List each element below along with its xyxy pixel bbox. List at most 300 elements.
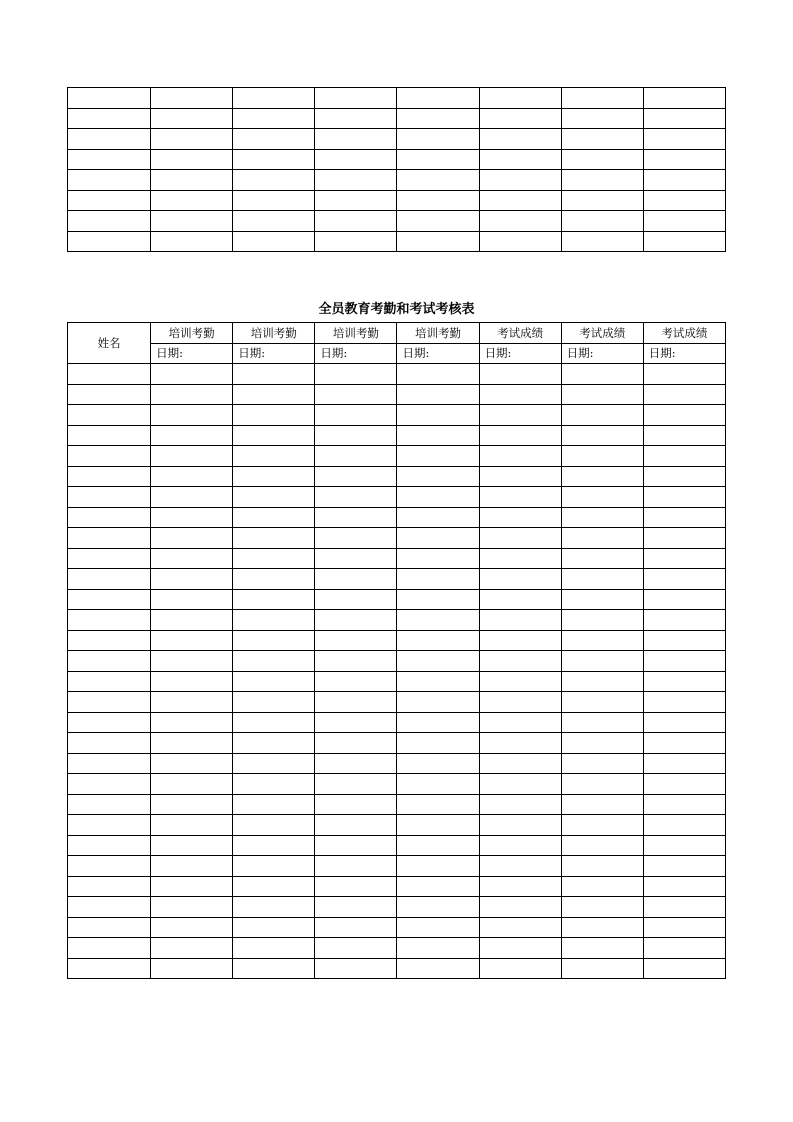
table-cell[interactable] (479, 190, 561, 211)
table-cell[interactable] (397, 938, 479, 959)
name-cell-empty[interactable] (68, 384, 151, 405)
table-cell[interactable] (315, 876, 397, 897)
table-cell[interactable] (233, 446, 315, 467)
table-cell[interactable] (151, 231, 233, 252)
table-cell[interactable] (315, 548, 397, 569)
table-cell[interactable] (561, 149, 643, 170)
name-cell-empty[interactable] (68, 815, 151, 836)
table-cell[interactable] (233, 149, 315, 170)
table-cell[interactable] (397, 651, 479, 672)
table-cell[interactable] (151, 364, 233, 385)
table-cell[interactable] (151, 692, 233, 713)
name-cell-empty[interactable] (68, 692, 151, 713)
table-cell[interactable] (397, 835, 479, 856)
table-cell[interactable] (643, 753, 725, 774)
table-cell[interactable] (233, 589, 315, 610)
table-cell[interactable] (397, 569, 479, 590)
table-cell[interactable] (561, 211, 643, 232)
table-cell[interactable] (643, 774, 725, 795)
table-cell[interactable] (479, 548, 561, 569)
table-cell[interactable] (397, 405, 479, 426)
table-cell[interactable] (561, 835, 643, 856)
table-cell[interactable] (151, 774, 233, 795)
table-cell[interactable] (479, 630, 561, 651)
name-cell-empty[interactable] (68, 835, 151, 856)
table-cell[interactable] (643, 507, 725, 528)
table-cell[interactable] (479, 794, 561, 815)
table-cell[interactable] (643, 815, 725, 836)
table-cell[interactable] (479, 774, 561, 795)
table-cell[interactable] (233, 651, 315, 672)
table-cell[interactable] (151, 651, 233, 672)
table-cell[interactable] (151, 815, 233, 836)
table-cell[interactable] (233, 364, 315, 385)
table-cell[interactable] (315, 774, 397, 795)
table-cell[interactable] (233, 231, 315, 252)
table-cell[interactable] (233, 794, 315, 815)
table-cell[interactable] (643, 917, 725, 938)
table-cell[interactable] (643, 897, 725, 918)
table-cell[interactable] (233, 466, 315, 487)
table-cell[interactable] (479, 569, 561, 590)
table-cell[interactable] (315, 446, 397, 467)
table-cell[interactable] (397, 589, 479, 610)
name-cell-empty[interactable] (68, 897, 151, 918)
table-cell[interactable] (397, 149, 479, 170)
table-cell[interactable] (315, 733, 397, 754)
table-cell[interactable] (561, 384, 643, 405)
table-cell[interactable] (151, 405, 233, 426)
date-field[interactable]: 日期: (561, 343, 643, 364)
table-cell[interactable] (479, 589, 561, 610)
table-cell[interactable] (397, 231, 479, 252)
table-cell[interactable] (397, 815, 479, 836)
table-cell[interactable] (315, 569, 397, 590)
table-cell[interactable] (151, 569, 233, 590)
table-cell[interactable] (397, 712, 479, 733)
table-cell[interactable] (151, 589, 233, 610)
table-cell[interactable] (315, 88, 397, 109)
table-cell[interactable] (561, 856, 643, 877)
table-cell[interactable] (233, 917, 315, 938)
table-cell[interactable] (643, 835, 725, 856)
table-cell[interactable] (643, 129, 725, 150)
table-cell[interactable] (397, 692, 479, 713)
name-cell-empty[interactable] (68, 231, 151, 252)
table-cell[interactable] (315, 610, 397, 631)
table-cell[interactable] (151, 856, 233, 877)
table-cell[interactable] (561, 917, 643, 938)
table-cell[interactable] (233, 753, 315, 774)
table-cell[interactable] (315, 958, 397, 979)
table-cell[interactable] (151, 876, 233, 897)
table-cell[interactable] (233, 384, 315, 405)
table-cell[interactable] (233, 733, 315, 754)
table-cell[interactable] (643, 149, 725, 170)
name-cell-empty[interactable] (68, 569, 151, 590)
name-cell-empty[interactable] (68, 528, 151, 549)
table-cell[interactable] (397, 364, 479, 385)
table-cell[interactable] (479, 129, 561, 150)
table-cell[interactable] (397, 88, 479, 109)
table-cell[interactable] (561, 753, 643, 774)
date-field[interactable]: 日期: (397, 343, 479, 364)
name-cell-empty[interactable] (68, 129, 151, 150)
table-cell[interactable] (315, 507, 397, 528)
table-cell[interactable] (233, 108, 315, 129)
table-cell[interactable] (151, 88, 233, 109)
table-cell[interactable] (561, 548, 643, 569)
table-cell[interactable] (397, 733, 479, 754)
table-cell[interactable] (233, 507, 315, 528)
table-cell[interactable] (643, 671, 725, 692)
name-cell-empty[interactable] (68, 548, 151, 569)
date-field[interactable]: 日期: (315, 343, 397, 364)
table-cell[interactable] (397, 856, 479, 877)
table-cell[interactable] (151, 528, 233, 549)
table-cell[interactable] (397, 774, 479, 795)
table-cell[interactable] (233, 938, 315, 959)
table-cell[interactable] (397, 466, 479, 487)
table-cell[interactable] (479, 712, 561, 733)
table-cell[interactable] (397, 958, 479, 979)
table-cell[interactable] (315, 917, 397, 938)
table-cell[interactable] (643, 466, 725, 487)
name-cell-empty[interactable] (68, 958, 151, 979)
table-cell[interactable] (397, 446, 479, 467)
table-cell[interactable] (479, 917, 561, 938)
table-cell[interactable] (479, 815, 561, 836)
table-cell[interactable] (561, 507, 643, 528)
table-cell[interactable] (561, 958, 643, 979)
table-cell[interactable] (315, 938, 397, 959)
table-cell[interactable] (151, 425, 233, 446)
table-cell[interactable] (479, 466, 561, 487)
table-cell[interactable] (643, 876, 725, 897)
table-cell[interactable] (151, 466, 233, 487)
name-cell-empty[interactable] (68, 938, 151, 959)
table-cell[interactable] (151, 149, 233, 170)
table-cell[interactable] (233, 692, 315, 713)
table-cell[interactable] (315, 651, 397, 672)
table-cell[interactable] (315, 794, 397, 815)
table-cell[interactable] (479, 149, 561, 170)
date-field[interactable]: 日期: (233, 343, 315, 364)
table-cell[interactable] (233, 712, 315, 733)
table-cell[interactable] (233, 88, 315, 109)
table-cell[interactable] (397, 876, 479, 897)
table-cell[interactable] (397, 917, 479, 938)
table-cell[interactable] (561, 129, 643, 150)
table-cell[interactable] (151, 610, 233, 631)
table-cell[interactable] (561, 425, 643, 446)
table-cell[interactable] (315, 692, 397, 713)
table-cell[interactable] (561, 876, 643, 897)
table-cell[interactable] (315, 108, 397, 129)
table-cell[interactable] (315, 630, 397, 651)
table-cell[interactable] (233, 958, 315, 979)
table-cell[interactable] (643, 88, 725, 109)
name-cell-empty[interactable] (68, 794, 151, 815)
table-cell[interactable] (233, 528, 315, 549)
table-cell[interactable] (643, 487, 725, 508)
table-cell[interactable] (643, 231, 725, 252)
table-cell[interactable] (151, 211, 233, 232)
table-cell[interactable] (315, 211, 397, 232)
table-cell[interactable] (315, 364, 397, 385)
table-cell[interactable] (315, 835, 397, 856)
table-cell[interactable] (315, 231, 397, 252)
table-cell[interactable] (397, 487, 479, 508)
table-cell[interactable] (315, 712, 397, 733)
table-cell[interactable] (479, 958, 561, 979)
table-cell[interactable] (561, 466, 643, 487)
table-cell[interactable] (233, 856, 315, 877)
table-cell[interactable] (479, 211, 561, 232)
name-cell-empty[interactable] (68, 364, 151, 385)
table-cell[interactable] (315, 528, 397, 549)
table-cell[interactable] (561, 815, 643, 836)
table-cell[interactable] (315, 129, 397, 150)
table-cell[interactable] (233, 876, 315, 897)
table-cell[interactable] (151, 671, 233, 692)
table-cell[interactable] (233, 425, 315, 446)
table-cell[interactable] (315, 753, 397, 774)
table-cell[interactable] (479, 938, 561, 959)
name-cell-empty[interactable] (68, 149, 151, 170)
table-cell[interactable] (151, 507, 233, 528)
table-cell[interactable] (397, 170, 479, 191)
table-cell[interactable] (643, 856, 725, 877)
table-cell[interactable] (479, 108, 561, 129)
table-cell[interactable] (561, 712, 643, 733)
table-cell[interactable] (479, 231, 561, 252)
table-cell[interactable] (397, 190, 479, 211)
table-cell[interactable] (643, 548, 725, 569)
table-cell[interactable] (315, 856, 397, 877)
name-cell-empty[interactable] (68, 425, 151, 446)
name-cell-empty[interactable] (68, 466, 151, 487)
table-cell[interactable] (315, 671, 397, 692)
table-cell[interactable] (561, 630, 643, 651)
name-cell-empty[interactable] (68, 712, 151, 733)
table-cell[interactable] (479, 364, 561, 385)
table-cell[interactable] (151, 733, 233, 754)
table-cell[interactable] (315, 405, 397, 426)
table-cell[interactable] (397, 548, 479, 569)
table-cell[interactable] (479, 897, 561, 918)
name-cell-empty[interactable] (68, 405, 151, 426)
table-cell[interactable] (561, 589, 643, 610)
table-cell[interactable] (561, 108, 643, 129)
table-cell[interactable] (643, 108, 725, 129)
table-cell[interactable] (561, 231, 643, 252)
table-cell[interactable] (233, 815, 315, 836)
table-cell[interactable] (397, 108, 479, 129)
date-field[interactable]: 日期: (151, 343, 233, 364)
table-cell[interactable] (561, 364, 643, 385)
table-cell[interactable] (397, 610, 479, 631)
table-cell[interactable] (233, 630, 315, 651)
table-cell[interactable] (643, 425, 725, 446)
name-cell-empty[interactable] (68, 774, 151, 795)
table-cell[interactable] (561, 487, 643, 508)
table-cell[interactable] (233, 671, 315, 692)
table-cell[interactable] (151, 897, 233, 918)
table-cell[interactable] (151, 108, 233, 129)
table-cell[interactable] (479, 671, 561, 692)
table-cell[interactable] (643, 384, 725, 405)
name-cell-empty[interactable] (68, 856, 151, 877)
table-cell[interactable] (643, 958, 725, 979)
table-cell[interactable] (561, 569, 643, 590)
table-cell[interactable] (643, 733, 725, 754)
table-cell[interactable] (643, 211, 725, 232)
table-cell[interactable] (397, 129, 479, 150)
table-cell[interactable] (151, 630, 233, 651)
table-cell[interactable] (561, 897, 643, 918)
date-field[interactable]: 日期: (479, 343, 561, 364)
name-cell-empty[interactable] (68, 170, 151, 191)
table-cell[interactable] (643, 569, 725, 590)
table-cell[interactable] (479, 170, 561, 191)
table-cell[interactable] (479, 507, 561, 528)
name-cell-empty[interactable] (68, 610, 151, 631)
table-cell[interactable] (397, 897, 479, 918)
name-cell-empty[interactable] (68, 108, 151, 129)
table-cell[interactable] (479, 876, 561, 897)
table-cell[interactable] (151, 958, 233, 979)
name-cell-empty[interactable] (68, 917, 151, 938)
table-cell[interactable] (233, 569, 315, 590)
name-cell-empty[interactable] (68, 876, 151, 897)
name-cell-empty[interactable] (68, 589, 151, 610)
table-cell[interactable] (561, 692, 643, 713)
table-cell[interactable] (233, 487, 315, 508)
table-cell[interactable] (561, 446, 643, 467)
table-cell[interactable] (561, 671, 643, 692)
table-cell[interactable] (643, 446, 725, 467)
table-cell[interactable] (233, 897, 315, 918)
table-cell[interactable] (561, 170, 643, 191)
table-cell[interactable] (315, 149, 397, 170)
table-cell[interactable] (561, 405, 643, 426)
table-cell[interactable] (479, 753, 561, 774)
table-cell[interactable] (397, 211, 479, 232)
name-cell-empty[interactable] (68, 671, 151, 692)
table-cell[interactable] (397, 507, 479, 528)
name-cell-empty[interactable] (68, 190, 151, 211)
table-cell[interactable] (643, 712, 725, 733)
table-cell[interactable] (315, 589, 397, 610)
table-cell[interactable] (479, 856, 561, 877)
table-cell[interactable] (643, 651, 725, 672)
table-cell[interactable] (479, 733, 561, 754)
table-cell[interactable] (479, 610, 561, 631)
table-cell[interactable] (315, 466, 397, 487)
name-cell-empty[interactable] (68, 487, 151, 508)
table-cell[interactable] (315, 170, 397, 191)
table-cell[interactable] (233, 211, 315, 232)
table-cell[interactable] (151, 753, 233, 774)
table-cell[interactable] (479, 384, 561, 405)
table-cell[interactable] (479, 528, 561, 549)
table-cell[interactable] (561, 938, 643, 959)
table-cell[interactable] (151, 938, 233, 959)
table-cell[interactable] (561, 88, 643, 109)
table-cell[interactable] (643, 794, 725, 815)
table-cell[interactable] (397, 528, 479, 549)
date-field[interactable]: 日期: (643, 343, 725, 364)
table-cell[interactable] (643, 938, 725, 959)
name-cell-empty[interactable] (68, 88, 151, 109)
table-cell[interactable] (643, 170, 725, 191)
name-cell-empty[interactable] (68, 507, 151, 528)
table-cell[interactable] (479, 446, 561, 467)
table-cell[interactable] (479, 651, 561, 672)
table-cell[interactable] (315, 190, 397, 211)
table-cell[interactable] (233, 405, 315, 426)
table-cell[interactable] (643, 630, 725, 651)
table-cell[interactable] (151, 712, 233, 733)
table-cell[interactable] (315, 487, 397, 508)
table-cell[interactable] (397, 630, 479, 651)
table-cell[interactable] (479, 835, 561, 856)
table-cell[interactable] (397, 384, 479, 405)
table-cell[interactable] (233, 835, 315, 856)
table-cell[interactable] (643, 692, 725, 713)
table-cell[interactable] (561, 610, 643, 631)
table-cell[interactable] (315, 897, 397, 918)
table-cell[interactable] (233, 190, 315, 211)
table-cell[interactable] (151, 917, 233, 938)
table-cell[interactable] (151, 384, 233, 405)
table-cell[interactable] (397, 425, 479, 446)
table-cell[interactable] (561, 733, 643, 754)
table-cell[interactable] (151, 548, 233, 569)
table-cell[interactable] (479, 425, 561, 446)
table-cell[interactable] (151, 835, 233, 856)
table-cell[interactable] (151, 129, 233, 150)
table-cell[interactable] (233, 548, 315, 569)
table-cell[interactable] (643, 190, 725, 211)
table-cell[interactable] (479, 692, 561, 713)
table-cell[interactable] (151, 446, 233, 467)
name-cell-empty[interactable] (68, 446, 151, 467)
table-cell[interactable] (643, 405, 725, 426)
table-cell[interactable] (397, 794, 479, 815)
table-cell[interactable] (479, 405, 561, 426)
table-cell[interactable] (561, 774, 643, 795)
name-cell-empty[interactable] (68, 211, 151, 232)
table-cell[interactable] (315, 384, 397, 405)
table-cell[interactable] (151, 794, 233, 815)
table-cell[interactable] (643, 610, 725, 631)
table-cell[interactable] (151, 170, 233, 191)
table-cell[interactable] (479, 88, 561, 109)
name-cell-empty[interactable] (68, 651, 151, 672)
table-cell[interactable] (315, 815, 397, 836)
table-cell[interactable] (233, 129, 315, 150)
table-cell[interactable] (233, 610, 315, 631)
table-cell[interactable] (233, 170, 315, 191)
table-cell[interactable] (561, 190, 643, 211)
table-cell[interactable] (643, 589, 725, 610)
table-cell[interactable] (315, 425, 397, 446)
table-cell[interactable] (643, 364, 725, 385)
table-cell[interactable] (561, 528, 643, 549)
table-cell[interactable] (233, 774, 315, 795)
